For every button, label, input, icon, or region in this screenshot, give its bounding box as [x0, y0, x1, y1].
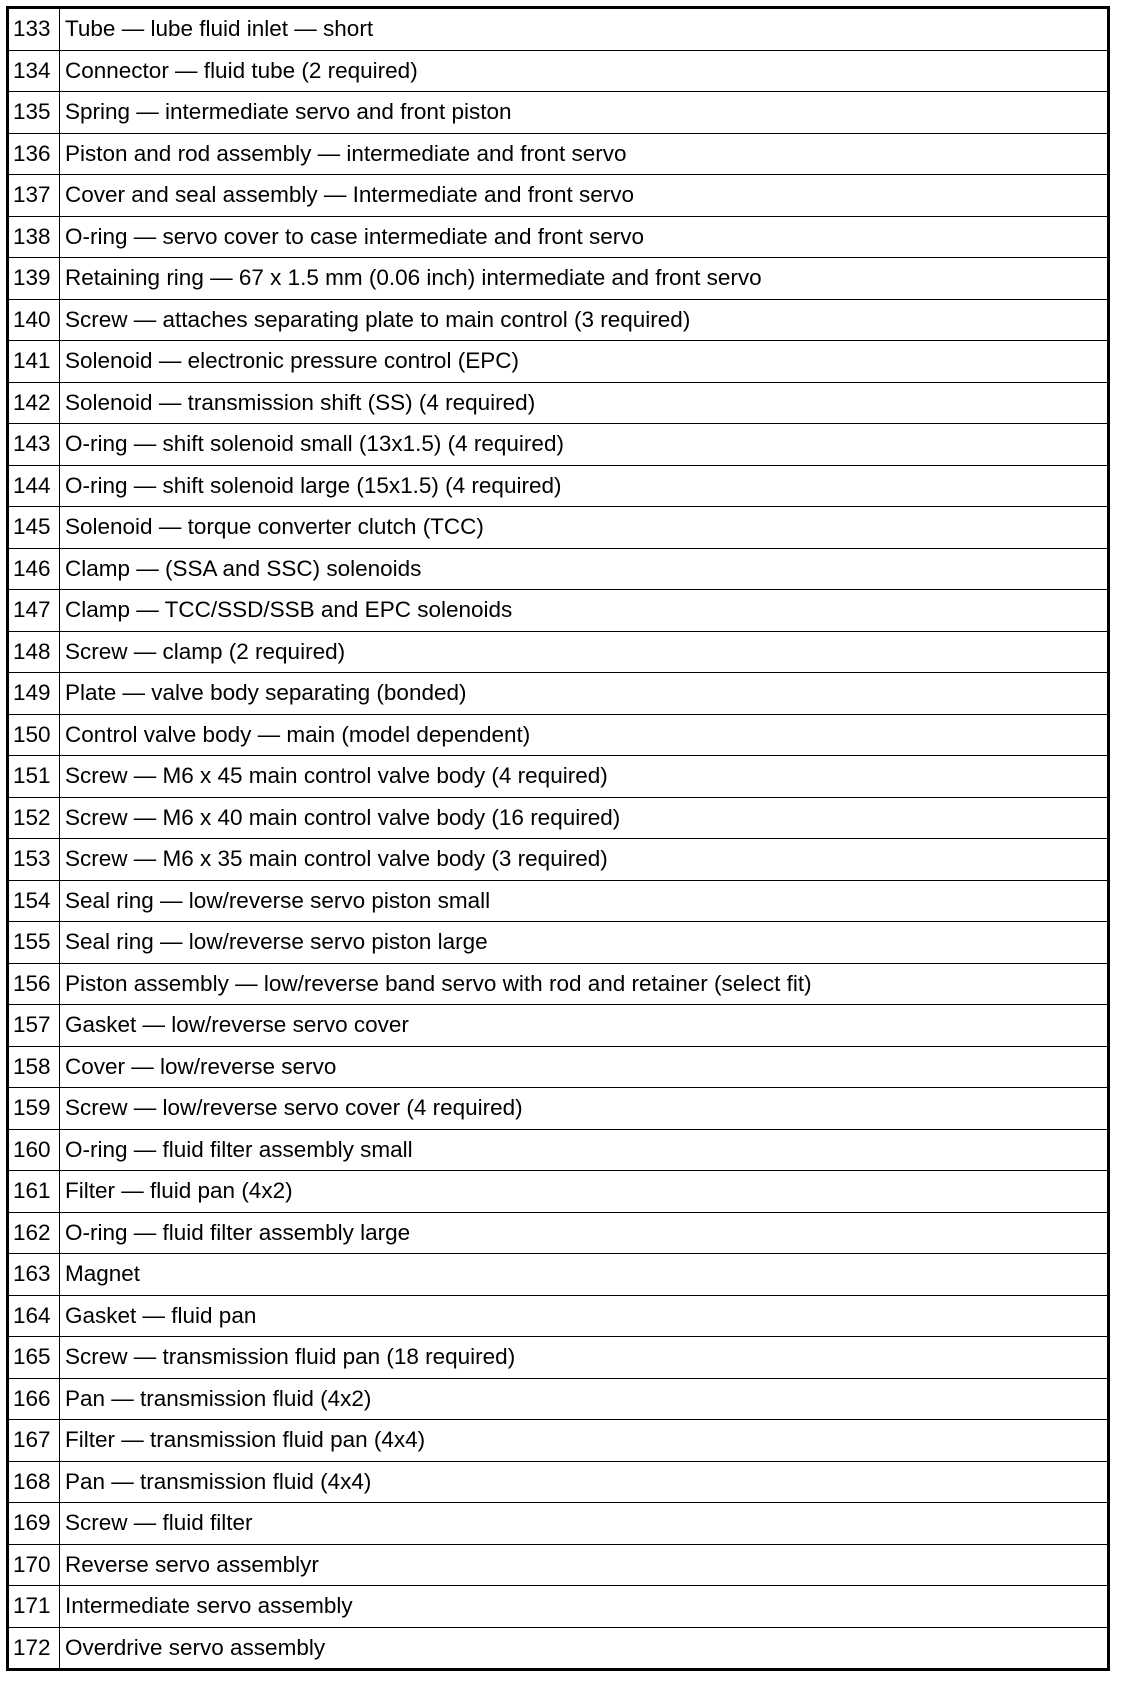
part-description: Piston and rod assembly — intermediate and front servo	[60, 133, 1109, 175]
part-number: 133	[8, 8, 60, 51]
part-description: Screw — fluid filter	[60, 1503, 1109, 1545]
part-number: 172	[8, 1627, 60, 1670]
part-description: Screw — low/reverse servo cover (4 required)	[60, 1088, 1109, 1130]
part-description: Spring — intermediate servo and front piston	[60, 92, 1109, 134]
part-description: Overdrive servo assembly	[60, 1627, 1109, 1670]
table-row	[8, 714, 1109, 756]
part-number: 148	[8, 631, 60, 673]
table-row	[8, 1337, 1109, 1379]
table-row	[8, 922, 1109, 964]
table-row	[8, 590, 1109, 632]
table-row	[8, 1461, 1109, 1503]
part-number: 150	[8, 714, 60, 756]
part-description: Control valve body — main (model dependent)	[60, 714, 1109, 756]
part-number: 163	[8, 1254, 60, 1296]
part-number: 153	[8, 839, 60, 881]
table-row	[8, 756, 1109, 798]
part-number: 135	[8, 92, 60, 134]
part-description: Cover and seal assembly — Intermediate and front servo	[60, 175, 1109, 217]
table-row	[8, 880, 1109, 922]
part-description: Screw — attaches separating plate to main control (3 required)	[60, 299, 1109, 341]
part-description: Clamp — (SSA and SSC) solenoids	[60, 548, 1109, 590]
table-row	[8, 548, 1109, 590]
part-number: 155	[8, 922, 60, 964]
table-row	[8, 839, 1109, 881]
part-description: O-ring — fluid filter assembly large	[60, 1212, 1109, 1254]
table-row	[8, 133, 1109, 175]
part-description: O-ring — fluid filter assembly small	[60, 1129, 1109, 1171]
table-row	[8, 1254, 1109, 1296]
part-description: Clamp — TCC/SSD/SSB and EPC solenoids	[60, 590, 1109, 632]
part-number: 161	[8, 1171, 60, 1213]
part-number: 162	[8, 1212, 60, 1254]
part-number: 158	[8, 1046, 60, 1088]
part-description: Seal ring — low/reverse servo piston large	[60, 922, 1109, 964]
table-row	[8, 1005, 1109, 1047]
table-row	[8, 631, 1109, 673]
part-number: 142	[8, 382, 60, 424]
part-description: Screw — transmission fluid pan (18 required)	[60, 1337, 1109, 1379]
part-description: Pan — transmission fluid (4x2)	[60, 1378, 1109, 1420]
table-row	[8, 258, 1109, 300]
part-number: 144	[8, 465, 60, 507]
part-number: 134	[8, 50, 60, 92]
part-number: 167	[8, 1420, 60, 1462]
part-number: 147	[8, 590, 60, 632]
table-row	[8, 8, 1109, 51]
table-row	[8, 424, 1109, 466]
part-number: 169	[8, 1503, 60, 1545]
table-row	[8, 1088, 1109, 1130]
table-row	[8, 673, 1109, 715]
parts-list-body	[8, 8, 1109, 1670]
part-description: Connector — fluid tube (2 required)	[60, 50, 1109, 92]
part-description: Screw — M6 x 35 main control valve body (3 required)	[60, 839, 1109, 881]
part-description: Cover — low/reverse servo	[60, 1046, 1109, 1088]
part-number: 145	[8, 507, 60, 549]
parts-list-table	[6, 6, 1110, 1671]
part-number: 164	[8, 1295, 60, 1337]
part-description: Screw — M6 x 45 main control valve body (4 required)	[60, 756, 1109, 798]
table-row	[8, 1046, 1109, 1088]
part-number: 136	[8, 133, 60, 175]
part-description: Intermediate servo assembly	[60, 1586, 1109, 1628]
part-number: 140	[8, 299, 60, 341]
part-description: Retaining ring — 67 x 1.5 mm (0.06 inch) intermediate and front servo	[60, 258, 1109, 300]
part-number: 168	[8, 1461, 60, 1503]
table-row	[8, 1295, 1109, 1337]
part-description: O-ring — shift solenoid small (13x1.5) (4 required)	[60, 424, 1109, 466]
part-number: 149	[8, 673, 60, 715]
table-row	[8, 50, 1109, 92]
part-number: 165	[8, 1337, 60, 1379]
table-row	[8, 175, 1109, 217]
table-row	[8, 92, 1109, 134]
part-description: Screw — clamp (2 required)	[60, 631, 1109, 673]
part-description: Gasket — fluid pan	[60, 1295, 1109, 1337]
table-row	[8, 341, 1109, 383]
part-number: 160	[8, 1129, 60, 1171]
part-description: Screw — M6 x 40 main control valve body (16 required)	[60, 797, 1109, 839]
table-row	[8, 507, 1109, 549]
table-row	[8, 1378, 1109, 1420]
table-row	[8, 1420, 1109, 1462]
part-number: 139	[8, 258, 60, 300]
table-row	[8, 1212, 1109, 1254]
table-row	[8, 216, 1109, 258]
part-number: 170	[8, 1544, 60, 1586]
part-description: Solenoid — transmission shift (SS) (4 required)	[60, 382, 1109, 424]
part-description: O-ring — servo cover to case intermediate and front servo	[60, 216, 1109, 258]
part-description: Solenoid — electronic pressure control (EPC)	[60, 341, 1109, 383]
part-number: 138	[8, 216, 60, 258]
part-number: 159	[8, 1088, 60, 1130]
part-description: Pan — transmission fluid (4x4)	[60, 1461, 1109, 1503]
table-row	[8, 1503, 1109, 1545]
table-row	[8, 1129, 1109, 1171]
part-number: 146	[8, 548, 60, 590]
table-row	[8, 299, 1109, 341]
part-number: 166	[8, 1378, 60, 1420]
table-row	[8, 1586, 1109, 1628]
table-row	[8, 963, 1109, 1005]
part-number: 141	[8, 341, 60, 383]
table-row	[8, 797, 1109, 839]
part-description: Seal ring — low/reverse servo piston small	[60, 880, 1109, 922]
part-description: Filter — fluid pan (4x2)	[60, 1171, 1109, 1213]
table-row	[8, 465, 1109, 507]
part-number: 171	[8, 1586, 60, 1628]
part-description: Gasket — low/reverse servo cover	[60, 1005, 1109, 1047]
part-number: 152	[8, 797, 60, 839]
part-description: Plate — valve body separating (bonded)	[60, 673, 1109, 715]
part-description: Piston assembly — low/reverse band servo with rod and retainer (select fit)	[60, 963, 1109, 1005]
part-number: 151	[8, 756, 60, 798]
table-row	[8, 1171, 1109, 1213]
part-number: 156	[8, 963, 60, 1005]
part-number: 157	[8, 1005, 60, 1047]
part-number: 143	[8, 424, 60, 466]
part-description: Solenoid — torque converter clutch (TCC)	[60, 507, 1109, 549]
part-description: Magnet	[60, 1254, 1109, 1296]
part-number: 137	[8, 175, 60, 217]
part-description: Reverse servo assemblyr	[60, 1544, 1109, 1586]
part-description: O-ring — shift solenoid large (15x1.5) (4 required)	[60, 465, 1109, 507]
table-row	[8, 1627, 1109, 1670]
table-row	[8, 1544, 1109, 1586]
part-description: Filter — transmission fluid pan (4x4)	[60, 1420, 1109, 1462]
part-number: 154	[8, 880, 60, 922]
part-description: Tube — lube fluid inlet — short	[60, 8, 1109, 51]
table-row	[8, 382, 1109, 424]
